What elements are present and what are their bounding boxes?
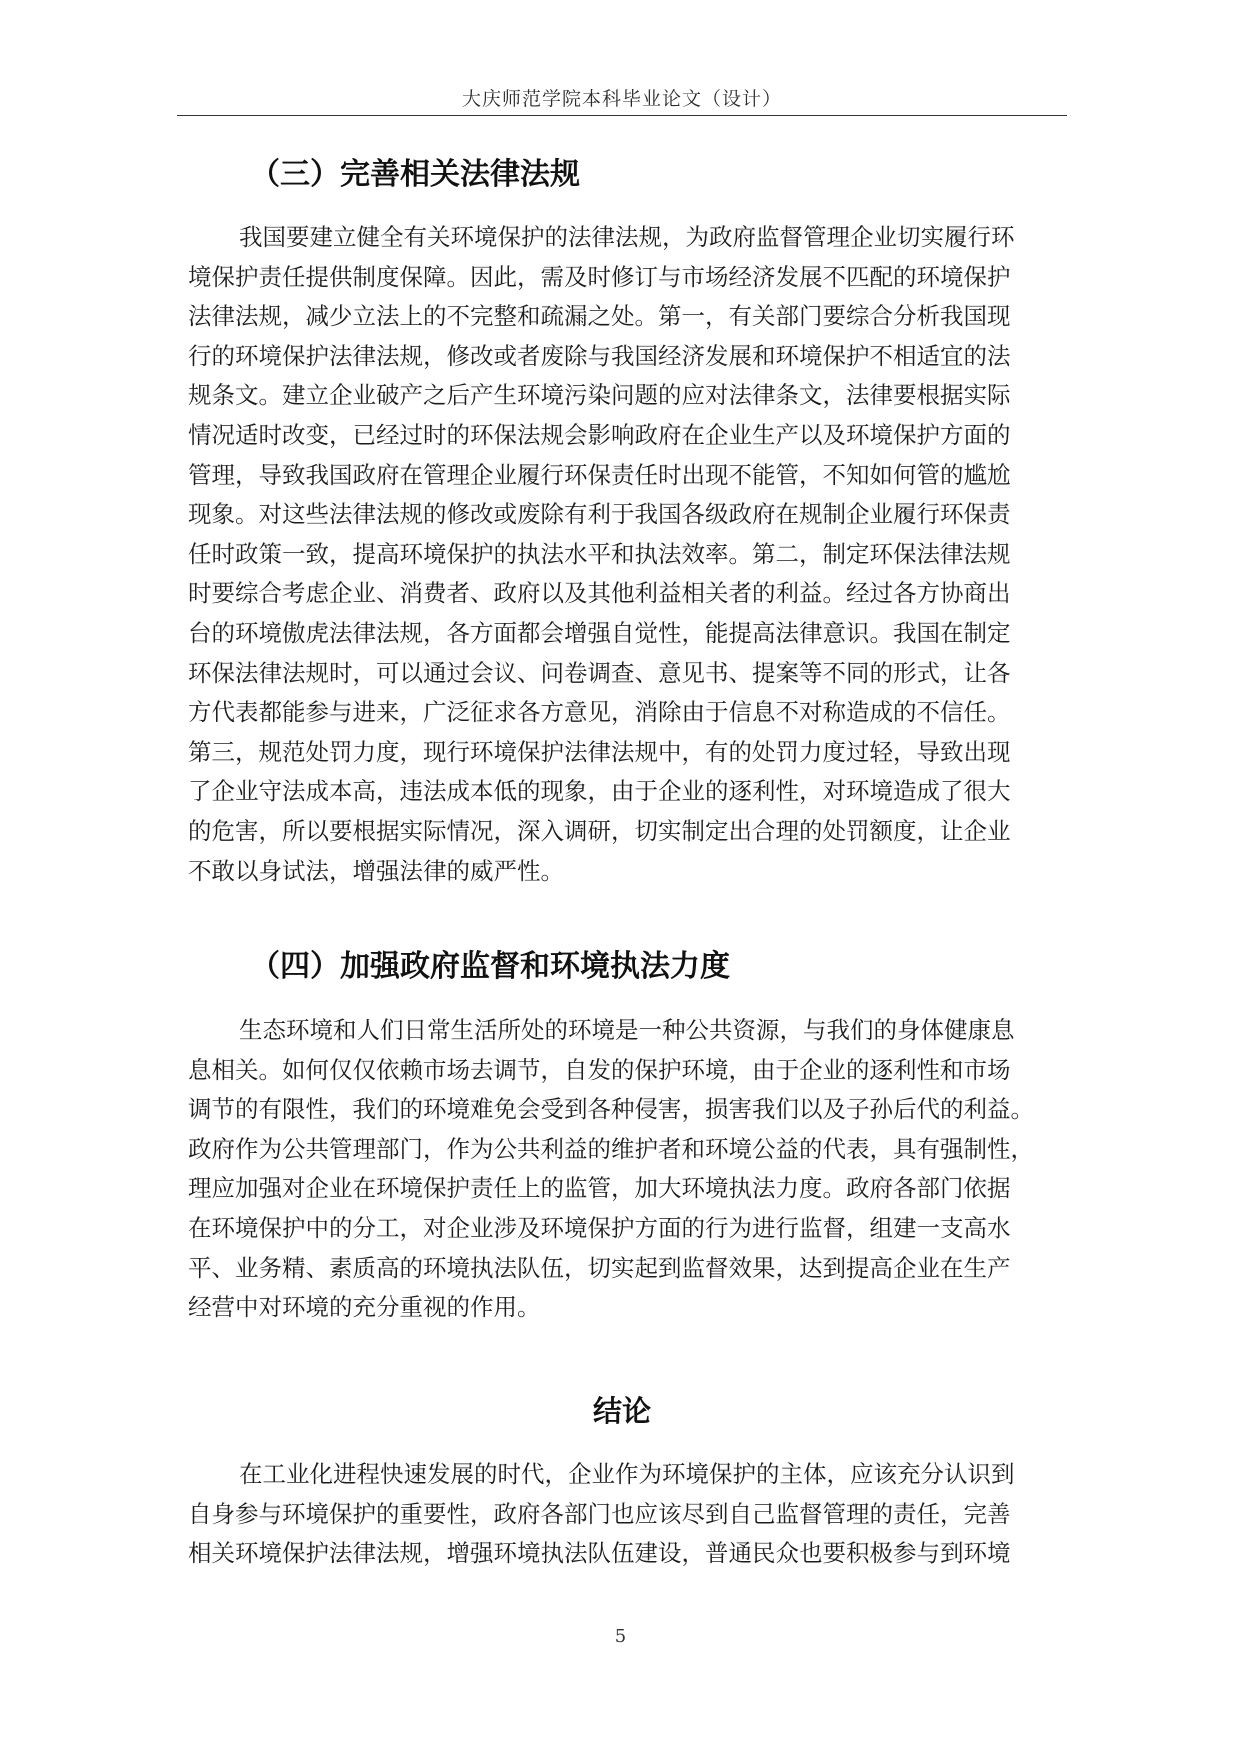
section-heading-4: （四）加强政府监督和环境执法力度 [250, 949, 730, 984]
text-line: 法律法规，减少立法上的不完整和疏漏之处。第一，有关部门要综合分析我国现 [188, 302, 1011, 331]
text-line: 平、业务精、素质高的环境执法队伍，切实起到监督效果，达到提高企业在生产 [188, 1253, 1011, 1282]
text-line: 第三，规范处罚力度，现行环境保护法律法规中，有的处罚力度过轻，导致出现 [188, 737, 1011, 766]
section-4-paragraph [188, 1011, 1068, 1328]
text-line: 调节的有限性，我们的环境难免会受到各种侵害，损害我们以及子孙后代的利益。 [188, 1095, 1034, 1124]
text-line: 情况适时改变，已经过时的环保法规会影响政府在企业生产以及环境保护方面的 [188, 420, 1011, 449]
text-line: 时要综合考虑企业、消费者、政府以及其他利益相关者的利益。经过各方协商出 [188, 579, 1011, 608]
conclusion-heading: 结论 [592, 1394, 651, 1428]
section-heading-3: （三）完善相关法律法规 [250, 157, 580, 192]
conclusion-paragraph [188, 1455, 1068, 1574]
text-line: 经营中对环境的充分重视的作用。 [188, 1293, 541, 1322]
text-line: 环保法律法规时，可以通过会议、问卷调查、意见书、提案等不同的形式，让各 [188, 658, 1011, 687]
text-line: 相关环境保护法律法规，增强环境执法队伍建设，普通民众也要积极参与到环境 [188, 1539, 1011, 1568]
text-line: 息相关。如何仅仅依赖市场去调节，自发的保护环境，由于企业的逐利性和市场 [188, 1055, 1011, 1084]
running-header: 大庆师范学院本科毕业论文（设计） [461, 88, 782, 110]
text-line: 的危害，所以要根据实际情况，深入调研，切实制定出合理的处罚额度，让企业 [188, 816, 1011, 845]
text-line: 理应加强对企业在环境保护责任上的监管，加大环境执法力度。政府各部门依据 [188, 1174, 1011, 1203]
text-line: 管理，导致我国政府在管理企业履行环保责任时出现不能管，不知如何管的尴尬 [188, 460, 1011, 489]
header-rule [177, 115, 1067, 116]
text-line: 境保护责任提供制度保障。因此，需及时修订与市场经济发展不匹配的环境保护 [188, 262, 1011, 291]
text-line: 了企业守法成本高，违法成本低的现象，由于企业的逐利性，对环境造成了很大 [188, 777, 1011, 806]
text-line: 现象。对这些法律法规的修改或废除有利于我国各级政府在规制企业履行环保责 [188, 500, 1011, 529]
text-line: 台的环境傲虎法律法规，各方面都会增强自觉性，能提高法律意识。我国在制定 [188, 618, 1011, 647]
text-line: 我国要建立健全有关环境保护的法律法规，为政府监督管理企业切实履行环 [239, 223, 1015, 251]
text-line: 生态环境和人们日常生活所处的环境是一种公共资源，与我们的身体健康息 [239, 1016, 1015, 1044]
text-line: 行的环境保护法律法规，修改或者废除与我国经济发展和环境保护不相适宜的法 [188, 341, 1011, 370]
section-3-paragraph [188, 218, 1068, 891]
text-line: 规条文。建立企业破产之后产生环境污染问题的应对法律条文，法律要根据实际 [188, 381, 1011, 410]
text-line: 方代表都能参与进来，广泛征求各方意见，消除由于信息不对称造成的不信任。 [188, 698, 1011, 727]
text-line: 在工业化进程快速发展的时代，企业作为环境保护的主体，应该充分认识到 [239, 1460, 1015, 1488]
page-number: 5 [614, 1626, 627, 1647]
text-line: 自身参与环境保护的重要性，政府各部门也应该尽到自己监督管理的责任，完善 [188, 1499, 1011, 1528]
text-line: 在环境保护中的分工，对企业涉及环境保护方面的行为进行监督，组建一支高水 [188, 1213, 1011, 1242]
text-line: 政府作为公共管理部门，作为公共利益的维护者和环境公益的代表，具有强制性， [188, 1134, 1034, 1163]
text-line: 不敢以身试法，增强法律的威严性。 [188, 856, 564, 885]
text-line: 任时政策一致，提高环境保护的执法水平和执法效率。第二，制定环保法律法规 [188, 539, 1011, 568]
